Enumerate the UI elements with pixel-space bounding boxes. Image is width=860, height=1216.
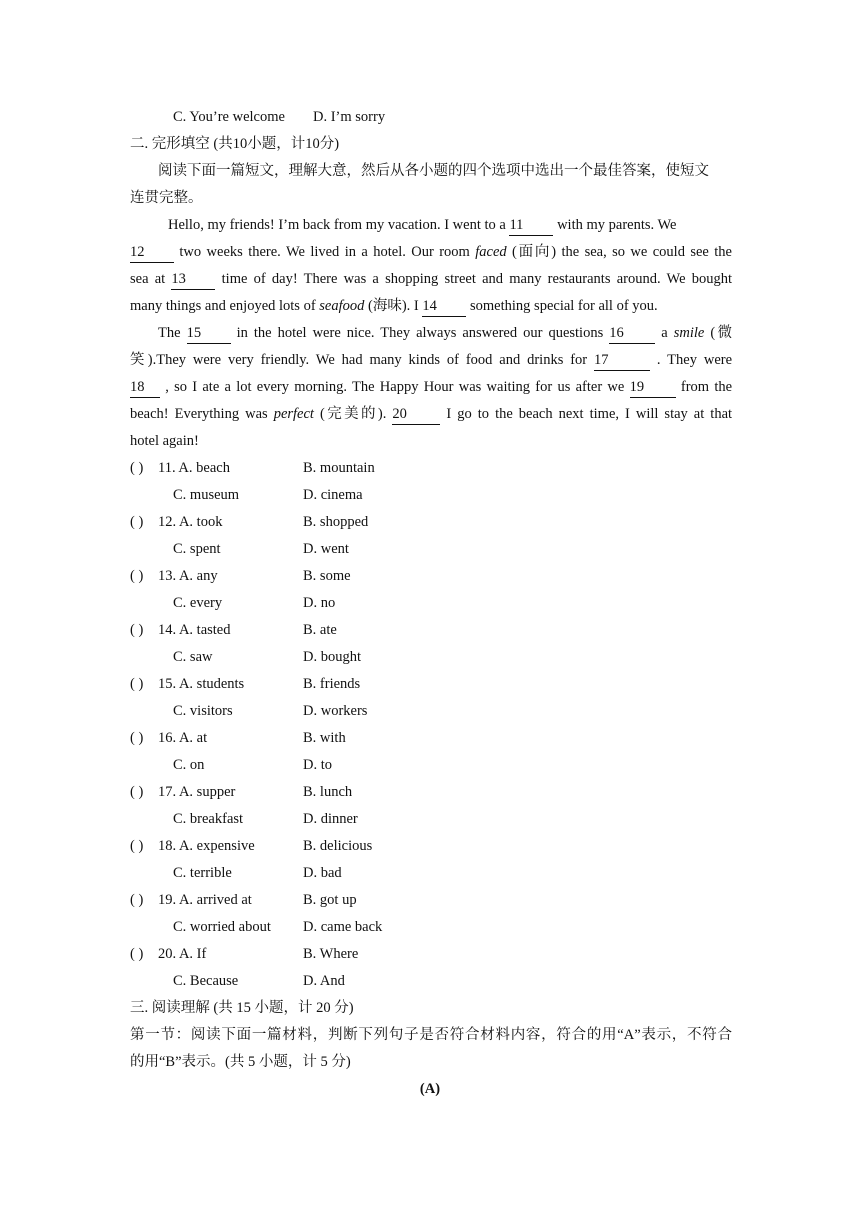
question-list — [0, 455, 860, 995]
option-c[interactable]: C. every — [173, 595, 223, 611]
option-d: D. I’m sorry — [313, 109, 386, 125]
option-a-text: A. at — [178, 730, 208, 746]
option-b[interactable]: B. delicious — [303, 838, 373, 854]
answer-paren[interactable]: ( ) — [130, 946, 144, 962]
option-a[interactable] — [158, 455, 230, 482]
blank-19: 19 — [630, 377, 676, 398]
option-b[interactable]: B. friends — [303, 676, 361, 692]
question-number: 15. — [158, 676, 177, 692]
option-a[interactable] — [158, 671, 244, 698]
option-b[interactable]: B. got up — [303, 892, 357, 908]
blank-16: 16 — [609, 323, 655, 344]
section-2-heading: 二. 完形填空 (共10小题，计10分) — [130, 136, 340, 152]
question-19-row-2 — [0, 914, 860, 941]
option-a[interactable] — [158, 833, 255, 860]
question-number: 16. — [158, 730, 177, 746]
option-a-text: A. students — [178, 676, 245, 692]
option-c: C. You’re welcome — [173, 109, 285, 125]
option-c[interactable]: C. terrible — [173, 865, 232, 881]
option-b[interactable]: B. mountain — [303, 460, 375, 476]
option-a[interactable] — [158, 725, 207, 752]
option-d[interactable]: D. bought — [303, 649, 361, 665]
question-number: 20. — [158, 946, 177, 962]
option-a-text: A. beach — [178, 460, 230, 476]
blank-15: 15 — [187, 323, 231, 344]
option-d[interactable]: D. to — [303, 757, 332, 773]
option-b[interactable]: B. ate — [303, 622, 337, 638]
blank-11: 11 — [509, 215, 553, 236]
prev-question-options — [0, 104, 860, 131]
passage-line: Hello, my friends! I’m back from my vacation. I went to a 11 with my parents. We — [130, 212, 732, 239]
option-c[interactable]: C. spent — [173, 541, 221, 557]
question-number: 17. — [158, 784, 177, 800]
answer-paren[interactable]: ( ) — [130, 784, 144, 800]
passage-line: beach! Everything was perfect (完美的). 20 I go to the beach next time, I will stay at that — [130, 401, 732, 428]
option-d[interactable]: D. bad — [303, 865, 342, 881]
question-11-row-2 — [0, 482, 860, 509]
question-number: 19. — [158, 892, 177, 908]
option-a-text: A. expensive — [178, 838, 255, 854]
question-12-row-1 — [0, 509, 860, 536]
option-c[interactable]: C. visitors — [173, 703, 233, 719]
answer-paren[interactable]: ( ) — [130, 568, 144, 584]
question-17-row-1 — [0, 779, 860, 806]
option-d[interactable]: D. dinner — [303, 811, 358, 827]
option-a-text: A. arrived at — [178, 892, 252, 908]
answer-paren[interactable]: ( ) — [130, 460, 144, 476]
section-2-instruction: 阅读下面一篇短文，理解大意，然后从各小题的四个选项中选出一个最佳答案，使短文 — [158, 163, 709, 179]
option-a-text: A. If — [178, 946, 207, 962]
blank-14: 14 — [422, 296, 466, 317]
option-c[interactable]: C. worried about — [173, 919, 271, 935]
option-b[interactable]: B. lunch — [303, 784, 353, 800]
question-18-row-2 — [0, 860, 860, 887]
section-2-instruction-cont: 连贯完整。 — [130, 190, 203, 206]
passage-line: 18 , so I ate a lot every morning. The Happy Hour was waiting for us after we 19 from the — [130, 374, 732, 401]
option-c[interactable]: C. breakfast — [173, 811, 244, 827]
section-3-heading: 三. 阅读理解 (共 15 小题，计 20 分) — [130, 1000, 354, 1016]
option-a-text: A. took — [178, 514, 223, 530]
cloze-passage — [130, 212, 732, 455]
question-14-row-2 — [0, 644, 860, 671]
question-16-row-2 — [0, 752, 860, 779]
option-d[interactable]: D. came back — [303, 919, 383, 935]
document-page — [0, 104, 860, 1103]
option-a[interactable] — [158, 887, 252, 914]
passage-line: 笑).They were very friendly. We had many kinds of food and drinks for 17 . They were — [130, 347, 732, 374]
option-a[interactable] — [158, 779, 235, 806]
answer-paren[interactable]: ( ) — [130, 892, 144, 908]
answer-paren[interactable]: ( ) — [130, 514, 144, 530]
question-13-row-2 — [0, 590, 860, 617]
blank-12: 12 — [130, 242, 174, 263]
blank-13: 13 — [171, 269, 215, 290]
option-b[interactable]: B. with — [303, 730, 346, 746]
answer-paren[interactable]: ( ) — [130, 838, 144, 854]
answer-paren[interactable]: ( ) — [130, 676, 144, 692]
option-d[interactable]: D. cinema — [303, 487, 363, 503]
passage-line: hotel again! — [130, 433, 199, 449]
option-d[interactable]: D. went — [303, 541, 349, 557]
passage-line: 12 two weeks there. We lived in a hotel. Our room faced (面向) the sea, so we could see the — [130, 239, 732, 266]
passage-line: many things and enjoyed lots of seafood (海味). I 14 something special for all of you. — [130, 293, 732, 320]
question-20-row-1 — [0, 941, 860, 968]
question-17-row-2 — [0, 806, 860, 833]
question-12-row-2 — [0, 536, 860, 563]
question-number: 11. — [158, 460, 176, 476]
answer-paren[interactable]: ( ) — [130, 730, 144, 746]
question-16-row-1 — [0, 725, 860, 752]
question-15-row-2 — [0, 698, 860, 725]
option-c[interactable]: C. Because — [173, 973, 239, 989]
blank-20: 20 — [392, 404, 440, 425]
option-d[interactable]: D. And — [303, 973, 345, 989]
blank-18: 18 — [130, 377, 160, 398]
section-3-instructions — [130, 1022, 732, 1076]
instruction-line: 的用“B”表示。(共 5 小题，计 5 分) — [130, 1054, 351, 1070]
option-c[interactable]: C. on — [173, 757, 205, 773]
question-11-row-1 — [0, 455, 860, 482]
question-18-row-1 — [0, 833, 860, 860]
question-13-row-1 — [0, 563, 860, 590]
option-d[interactable]: D. workers — [303, 703, 368, 719]
option-d[interactable]: D. no — [303, 595, 336, 611]
option-a-text: A. any — [178, 568, 218, 584]
answer-paren[interactable]: ( ) — [130, 622, 144, 638]
passage-line: The 15 in the hotel were nice. They always answered our questions 16 a smile (微 — [130, 320, 732, 347]
option-a-text: A. supper — [178, 784, 236, 800]
passage-a-title: (A) — [419, 1081, 441, 1097]
option-a[interactable] — [158, 509, 222, 536]
question-20-row-2 — [0, 968, 860, 995]
question-15-row-1 — [0, 671, 860, 698]
option-b[interactable]: B. Where — [303, 946, 359, 962]
option-c[interactable]: C. museum — [173, 487, 240, 503]
option-a[interactable] — [158, 617, 231, 644]
question-number: 14. — [158, 622, 177, 638]
question-number: 12. — [158, 514, 177, 530]
option-a-text: A. tasted — [178, 622, 231, 638]
instruction-line: 第一节：阅读下面一篇材料，判断下列句子是否符合材料内容，符合的用“A”表示，不符合 — [130, 1027, 732, 1043]
question-number: 13. — [158, 568, 177, 584]
question-14-row-1 — [0, 617, 860, 644]
option-b[interactable]: B. some — [303, 568, 351, 584]
option-b[interactable]: B. shopped — [303, 514, 369, 530]
passage-line: sea at 13 time of day! There was a shopping street and many restaurants around. We bought — [130, 266, 732, 293]
question-number: 18. — [158, 838, 177, 854]
blank-17: 17 — [594, 350, 650, 371]
option-a[interactable] — [158, 563, 218, 590]
question-19-row-1 — [0, 887, 860, 914]
option-c[interactable]: C. saw — [173, 649, 213, 665]
option-a[interactable] — [158, 941, 206, 968]
